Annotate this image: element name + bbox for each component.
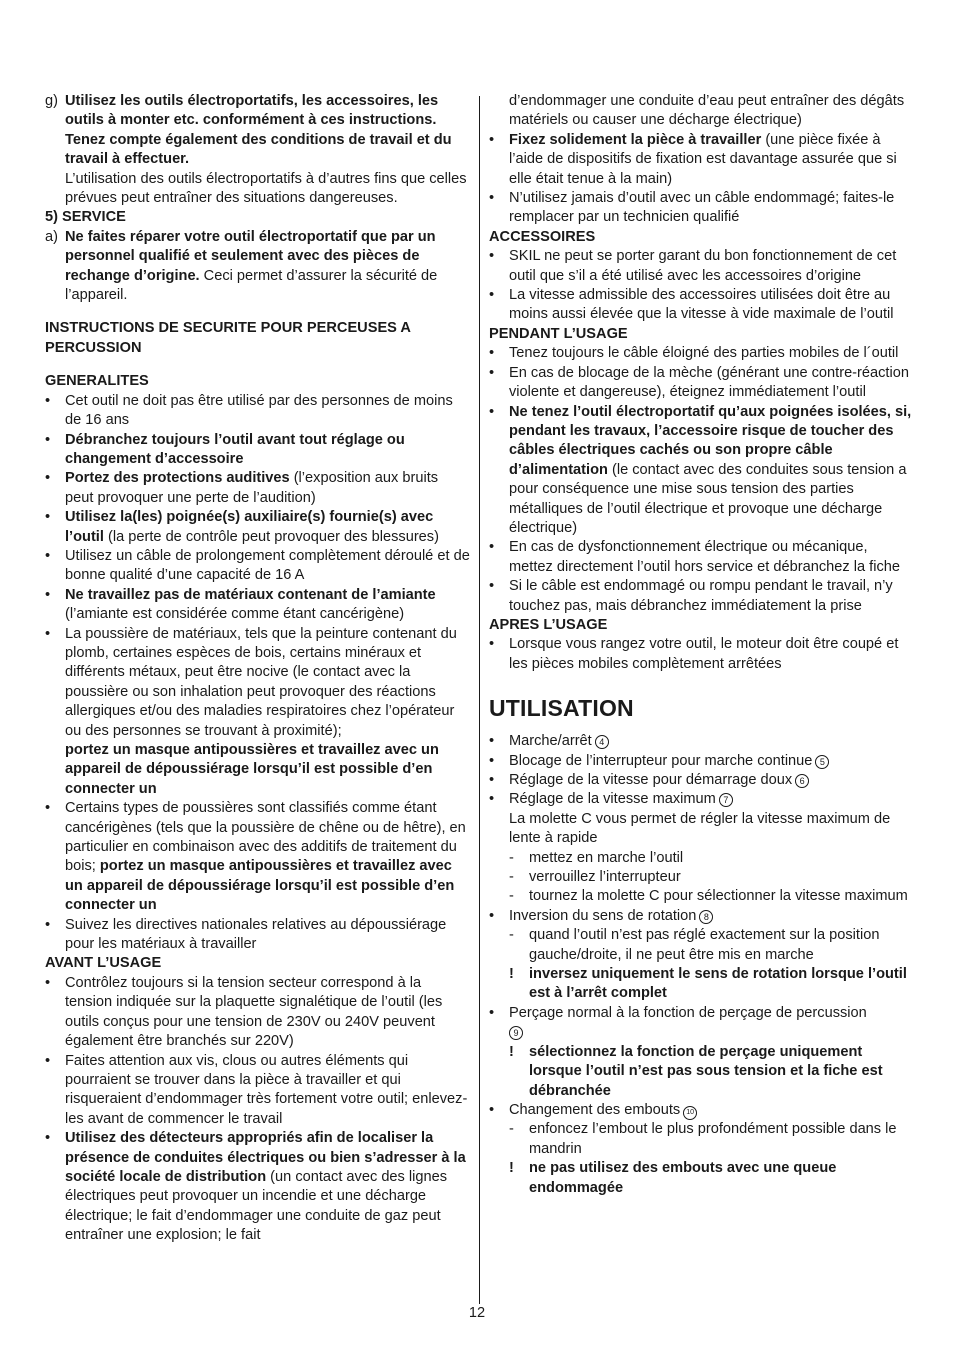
left-column	[45, 92, 470, 1246]
dash-mark: -	[509, 927, 514, 944]
section-title-service: 5) SERVICE	[45, 209, 126, 226]
list-item	[489, 286, 914, 325]
item-text: Faites attention aux vis, clous ou autres éléments qui pourraient se trouver dans la pièce à travailler et qui risqueraient d’endommager très fortement votre outil; enlevez-les avant de commencer le travail	[65, 1052, 468, 1127]
list-item	[45, 916, 470, 955]
bullet-mark: •	[45, 974, 51, 991]
figure-ref-badge: 8	[699, 910, 713, 924]
item-text: (l’amiante est considérée comme étant cancérigène)	[65, 606, 405, 623]
bullet-mark: •	[45, 431, 51, 448]
list-item	[489, 790, 914, 848]
item-text: La poussière de matériaux, tels que la peinture contenant du plomb, certaines espèces de bois, certains minéraux et différents métaux, peut être nocive (le contact avec la poussière ou son inhalation peut provoquer des réactions allergiques et/ou des maladies respiratoires chez l’opérateur ou des personnes se trouvant à proximité);	[65, 625, 457, 739]
item-text: verrouillez l’interrupteur	[529, 869, 681, 886]
item-bold-text: Débranchez toujours l’outil avant tout réglage ou changement d’accessoire	[65, 431, 405, 467]
bullet-mark: •	[489, 287, 495, 304]
warning-item	[489, 1043, 914, 1101]
warning-text: Ceci permet d’assurer la sécurité de l’appareil.	[65, 267, 438, 304]
item-text: (l’exposition aux bruits peut provoquer une perte de l’audition)	[65, 470, 439, 506]
section-heading-utilisation: UTILISATION	[489, 695, 634, 722]
item-text: SKIL ne peut se porter garant du bon fonctionnement de cet outil que s’il a été utilisé avec les accessoires d’origine	[509, 248, 897, 284]
bullet-mark: •	[45, 625, 51, 642]
continued-text: d’endommager une conduite d’eau peut entraîner des dégâts matériels ou causer une décharge électrique)	[509, 93, 905, 129]
item-text: Réglage de la vitesse maximum	[509, 791, 716, 808]
item-bold-text: Ne travaillez pas de matériaux contenant de l’amiante	[65, 586, 436, 603]
list-item	[45, 392, 470, 431]
warning-bold-text: inversez uniquement le sens de rotation lorsque l’outil est à l’arrêt complet	[529, 966, 907, 1002]
item-text: Utilisez un câble de prolongement complètement déroulé et de bonne qualité d’une capacité de 16 A	[65, 547, 470, 584]
item-bold-text: portez un masque antipoussières et travaillez avec un appareil de dépoussiérage lorsqu’il est possible d’en connecter un	[65, 742, 439, 797]
item-text: (la perte de contrôle peut provoquer des blessures)	[103, 528, 439, 545]
figure-ref-badge: 4	[595, 735, 609, 749]
item-text: Certains types de poussières sont classifiés comme étant cancérigènes (tels que la poussière de chêne ou de hêtre), en particulier en combinaison avec des additifs de traitement du bois;	[65, 800, 466, 875]
subheading-pendant: PENDANT L’USAGE	[489, 325, 628, 342]
list-item	[489, 1101, 914, 1120]
list-item	[45, 625, 470, 800]
list-item	[489, 907, 914, 926]
list-item	[489, 344, 914, 363]
warning-mark: !	[509, 1160, 514, 1177]
item-text: (le contact avec des conduites sous tension a pour conséquence une mise sous tension des parties métalliques de l’outil électrique et provoque une décharge électrique)	[509, 461, 907, 536]
item-text: enfoncez l’embout le plus profondément possible dans le mandrin	[529, 1121, 897, 1157]
warning-mark: !	[509, 1043, 514, 1060]
subheading-generalites: GENERALITES	[45, 373, 149, 390]
section-title-instructions: INSTRUCTIONS DE SECURITE POUR PERCEUSES A PERCUSSION	[45, 320, 411, 356]
bullet-mark: •	[489, 345, 495, 362]
bullet-mark: •	[489, 403, 495, 420]
item-text: (un contact avec des lignes électriques peut provoquer un incendie et une décharge électrique; le fait d’endommager une conduite de gaz peut entraîner une explosion; le fait	[65, 1168, 448, 1244]
list-item	[489, 364, 914, 403]
bullet-mark: •	[45, 509, 51, 526]
bullet-mark: •	[45, 392, 51, 409]
bullet-mark: •	[489, 1101, 495, 1118]
item-text: Changement des embouts	[509, 1101, 681, 1118]
item-bold-text: Utilisez des détecteurs appropriés afin de localiser la présence de conduites électriques ou bien s’adresser à la société locale de distribution	[65, 1130, 466, 1185]
bullet-mark: •	[45, 586, 51, 603]
bullet-mark: •	[489, 578, 495, 595]
subheading-apres: APRES L’USAGE	[489, 616, 608, 633]
item-text: Tenez toujours le câble éloigné des parties mobiles de l´outil	[509, 345, 899, 362]
item-text: quand l’outil n’est pas réglé exactement sur la position gauche/droite, il ne peut être mis en marche	[529, 927, 880, 963]
bullet-mark: •	[489, 791, 495, 808]
bullet-mark: •	[489, 636, 495, 653]
bullet-mark: •	[45, 1052, 51, 1069]
warning-item	[489, 1159, 914, 1198]
dash-mark: -	[509, 849, 514, 866]
bullet-mark: •	[489, 1004, 495, 1021]
item-bold-text: Fixez solidement la pièce à travailler	[509, 131, 762, 148]
bullet-mark: •	[45, 800, 51, 817]
list-item	[45, 1129, 470, 1245]
item-text: tournez la molette C pour sélectionner la vitesse maximum	[529, 888, 908, 905]
item-text: Si le câble est endommagé ou rompu pendant le travail, n’y touchez pas, mais débranchez immédiatement la prise	[509, 578, 893, 614]
item-text: Réglage de la vitesse pour démarrage doux	[509, 772, 793, 788]
list-item	[45, 508, 470, 547]
warning-mark: !	[509, 966, 514, 983]
figure-ref-badge: 6	[795, 774, 809, 788]
warning-bold-text: ne pas utilisez des embouts avec une queue endommagée	[529, 1160, 837, 1196]
bullet-mark: •	[489, 364, 495, 381]
list-item	[489, 752, 914, 771]
item-text: (une pièce fixée à l’aide de dispositifs de fixation est davantage assurée que si elle était tenue à la main)	[509, 131, 897, 187]
list-item	[489, 538, 914, 577]
item-text: En cas de blocage de la mèche (générant une contre-réaction violente et dangereuse), éteignez immédiatement l’outil	[509, 364, 909, 401]
dash-item	[489, 1120, 914, 1159]
item-text: mettez en marche l’outil	[529, 849, 684, 866]
item-marker: a)	[45, 228, 58, 245]
bullet-mark: •	[489, 752, 495, 769]
item-text: Marche/arrêt	[509, 733, 592, 750]
bullet-mark: •	[489, 131, 495, 148]
bullet-mark: •	[489, 772, 495, 788]
list-item	[489, 732, 914, 751]
list-item	[489, 403, 914, 539]
column-divider	[479, 96, 480, 1304]
right-column	[489, 92, 914, 1198]
dash-item	[489, 887, 914, 906]
list-item	[45, 974, 470, 1052]
item-text: Cet outil ne doit pas être utilisé par des personnes de moins de 16 ans	[65, 392, 453, 429]
list-item	[489, 131, 914, 189]
item-bold-text: Utilisez la(les) poignée(s) auxiliaire(s) fournie(s) avec l’outil	[65, 509, 434, 545]
subheading-accessoires: ACCESSOIRES	[489, 228, 596, 245]
bullet-mark: •	[45, 1130, 51, 1147]
list-item	[45, 469, 470, 508]
list-item-g	[45, 92, 470, 208]
list-item	[489, 1004, 914, 1043]
figure-ref-badge: 5	[815, 755, 829, 769]
item-bold-text: Ne tenez l’outil électroportatif qu’aux poignées isolées, si, pendant les travaux, l’accessoire risque de toucher des câbles électriques cachés ou son propre câble d’alimentation	[509, 403, 912, 478]
list-item	[45, 547, 470, 586]
item-text: Inversion du sens de rotation	[509, 907, 697, 924]
list-item	[489, 189, 914, 228]
bullet-mark: •	[489, 190, 495, 207]
figure-ref-badge: 7	[719, 793, 733, 807]
item-text: La vitesse admissible des accessoires utilisées doit être au moins aussi élevée que la vitesse à vide maximale de l’outil	[509, 287, 894, 323]
warning-item	[489, 965, 914, 1004]
bullet-mark: •	[489, 733, 495, 750]
subheading-avant: AVANT L’USAGE	[45, 955, 162, 972]
list-item	[45, 431, 470, 470]
item-text: Blocage de l’interrupteur pour marche continue	[509, 752, 813, 769]
list-item	[489, 771, 914, 790]
list-item	[45, 1052, 470, 1130]
figure-ref-badge: 9	[509, 1026, 523, 1040]
bullet-mark: •	[45, 547, 51, 564]
bullet-mark: •	[45, 470, 51, 487]
item-text: Lorsque vous rangez votre outil, le moteur doit être coupé et les pièces mobiles complètement arrêtées	[509, 636, 899, 672]
dash-item	[489, 868, 914, 887]
item-text: En cas de dysfonctionnement électrique ou mécanique, mettez directement l’outil hors service et débranchez la fiche	[509, 539, 900, 575]
warning-bold-text: Ne faites réparer votre outil électroportatif que par un personnel qualifié et seulement avec des pièces de rechange d’origine.	[65, 228, 436, 284]
list-item	[489, 577, 914, 616]
item-bold-text: Portez des protections auditives	[65, 470, 290, 487]
warning-bold-text: sélectionnez la fonction de perçage uniquement lorsque l’outil n’est pas sous tension et la fiche est débranchée	[529, 1043, 883, 1099]
warning-text: L’utilisation des outils électroportatifs à d’autres fins que celles prévues peut entraîner des situations dangereuses.	[65, 170, 467, 207]
warning-bold-text: Utilisez les outils électroportatifs, les accessoires, les outils à monter etc. conformément à ces instructions. Tenez compte également des conditions de travail et du travail à effectuer.	[65, 93, 452, 168]
item-text: N’utilisez jamais d’outil avec un câble endommagé; faites-le remplacer par un technicien qualifié	[509, 190, 895, 226]
item-text: Suivez les directives nationales relatives au dépoussiérage pour les matériaux à travailler	[65, 916, 447, 953]
item-marker: g)	[45, 93, 58, 109]
dash-mark: -	[509, 1121, 514, 1138]
list-item	[45, 586, 470, 625]
dash-mark: -	[509, 869, 514, 886]
list-item	[489, 247, 914, 286]
bullet-mark: •	[489, 539, 495, 556]
item-text: Contrôlez toujours si la tension secteur correspond à la tension indiquée sur la plaquette signalétique de l’outil (les outils conçus pour une tension de 230V ou 240V peuvent également être branchés sur 220V)	[65, 974, 443, 1050]
dash-item	[489, 926, 914, 965]
list-item	[45, 799, 470, 915]
item-text: Perçage normal à la fonction de perçage de percussion	[509, 1004, 867, 1021]
list-item	[489, 635, 914, 674]
dash-item	[489, 849, 914, 868]
bullet-mark: •	[45, 916, 51, 933]
list-item-a	[45, 228, 470, 306]
item-description: La molette C vous permet de régler la vitesse maximum de lente à rapide	[509, 810, 891, 847]
page-number: 12	[468, 1305, 486, 1321]
item-bold-text: portez un masque antipoussières et travaillez avec un appareil de dépoussiérage lorsqu’il est possible d’en connecter un	[65, 858, 455, 914]
dash-mark: -	[509, 888, 514, 905]
figure-ref-badge: 10	[683, 1106, 697, 1120]
bullet-mark: •	[489, 907, 495, 924]
bullet-mark: •	[489, 248, 495, 265]
